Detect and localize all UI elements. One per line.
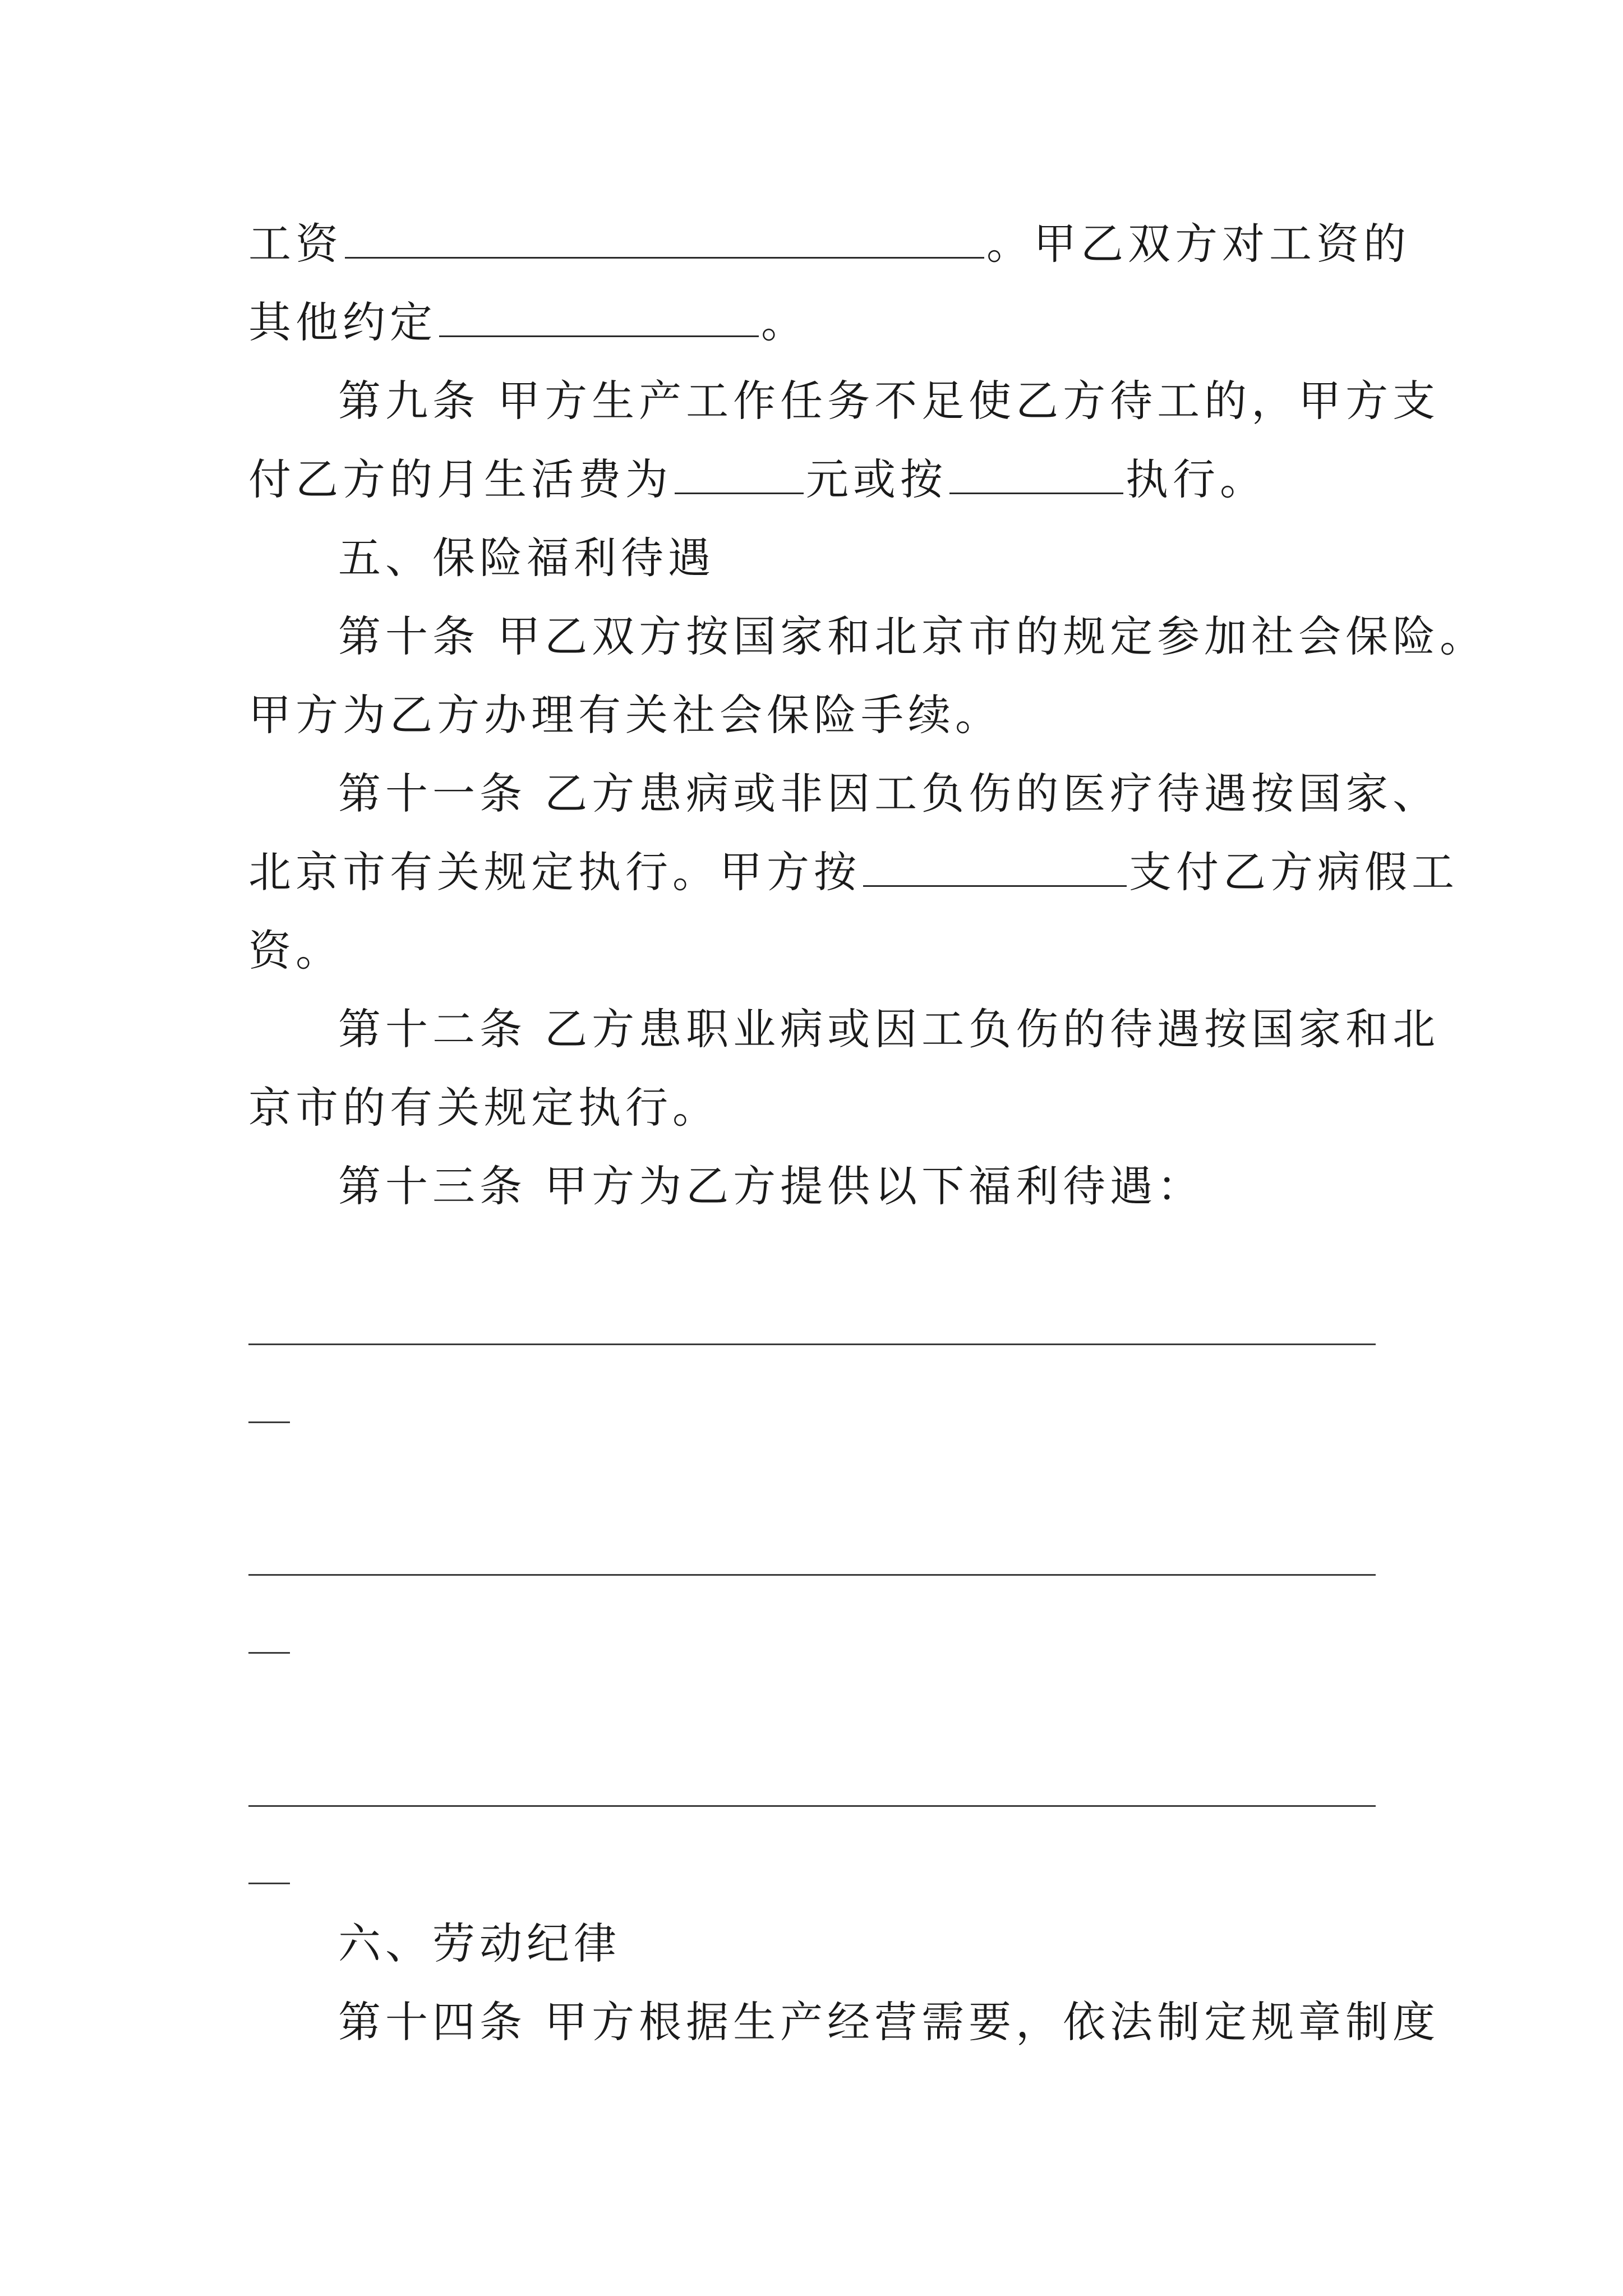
section-6-heading: 六、劳动纪律 — [338, 1918, 621, 1968]
text-line — [248, 202, 1410, 286]
section-5-heading: 五、保险福利待遇 — [338, 533, 715, 583]
welfare-blank-line-1-continuation — [248, 1421, 290, 1423]
living-allowance-basis-blank — [949, 439, 1123, 494]
other-agreement-label: 其他约定 — [248, 297, 437, 347]
welfare-blank-line-2-continuation — [248, 1652, 290, 1654]
article-12-line-2: 京市的有关规定执行。 — [248, 1083, 720, 1133]
article-11-line-3: 资。 — [248, 926, 343, 976]
period-text: 。 — [761, 297, 808, 347]
article-12-line-1: 第十二条 乙方患职业病或因工负伤的待遇按国家和北 — [338, 1004, 1440, 1054]
living-allowance-label: 付乙方的月生活费为 — [248, 454, 672, 504]
sick-pay-basis-blank — [863, 831, 1127, 887]
wage-blank — [345, 203, 984, 259]
yuan-or-text: 元或按 — [806, 454, 947, 504]
welfare-blank-line-2 — [248, 1574, 1376, 1576]
article-13-line: 第十三条 甲方为乙方提供以下福利待遇： — [338, 1161, 1205, 1211]
execute-text: 执行。 — [1126, 454, 1267, 504]
article-9-line-1: 第九条 甲方生产工作任务不足使乙方待工的，甲方支 — [338, 376, 1440, 426]
article-14-line-1: 第十四条 甲方根据生产经营需要，依法制定规章制度 — [338, 1997, 1440, 2047]
article-10-line-1: 第十条 甲乙双方按国家和北京市的规定参加社会保险。 — [338, 611, 1487, 661]
wage-tail-text: 。甲乙双方对工资的 — [986, 219, 1410, 269]
sick-pay-tail-text: 支付乙方病假工 — [1129, 847, 1459, 897]
sick-pay-label: 北京市有关规定执行。甲方按 — [248, 847, 861, 897]
text-line — [248, 280, 1393, 365]
other-agreement-blank — [439, 282, 759, 337]
article-11-line-2 — [248, 830, 1459, 914]
welfare-blank-line-3-continuation — [248, 1883, 290, 1884]
article-11-line-1: 第十一条 乙方患病或非因工负伤的医疗待遇按国家、 — [338, 769, 1440, 818]
living-allowance-amount-blank — [675, 439, 804, 494]
welfare-blank-line-1 — [248, 1343, 1376, 1345]
article-9-line-2 — [248, 438, 1393, 522]
article-10-line-2: 甲方为乙方办理有关社会保险手续。 — [248, 690, 1002, 740]
wage-label: 工资 — [248, 219, 343, 269]
welfare-blank-line-3 — [248, 1805, 1376, 1807]
